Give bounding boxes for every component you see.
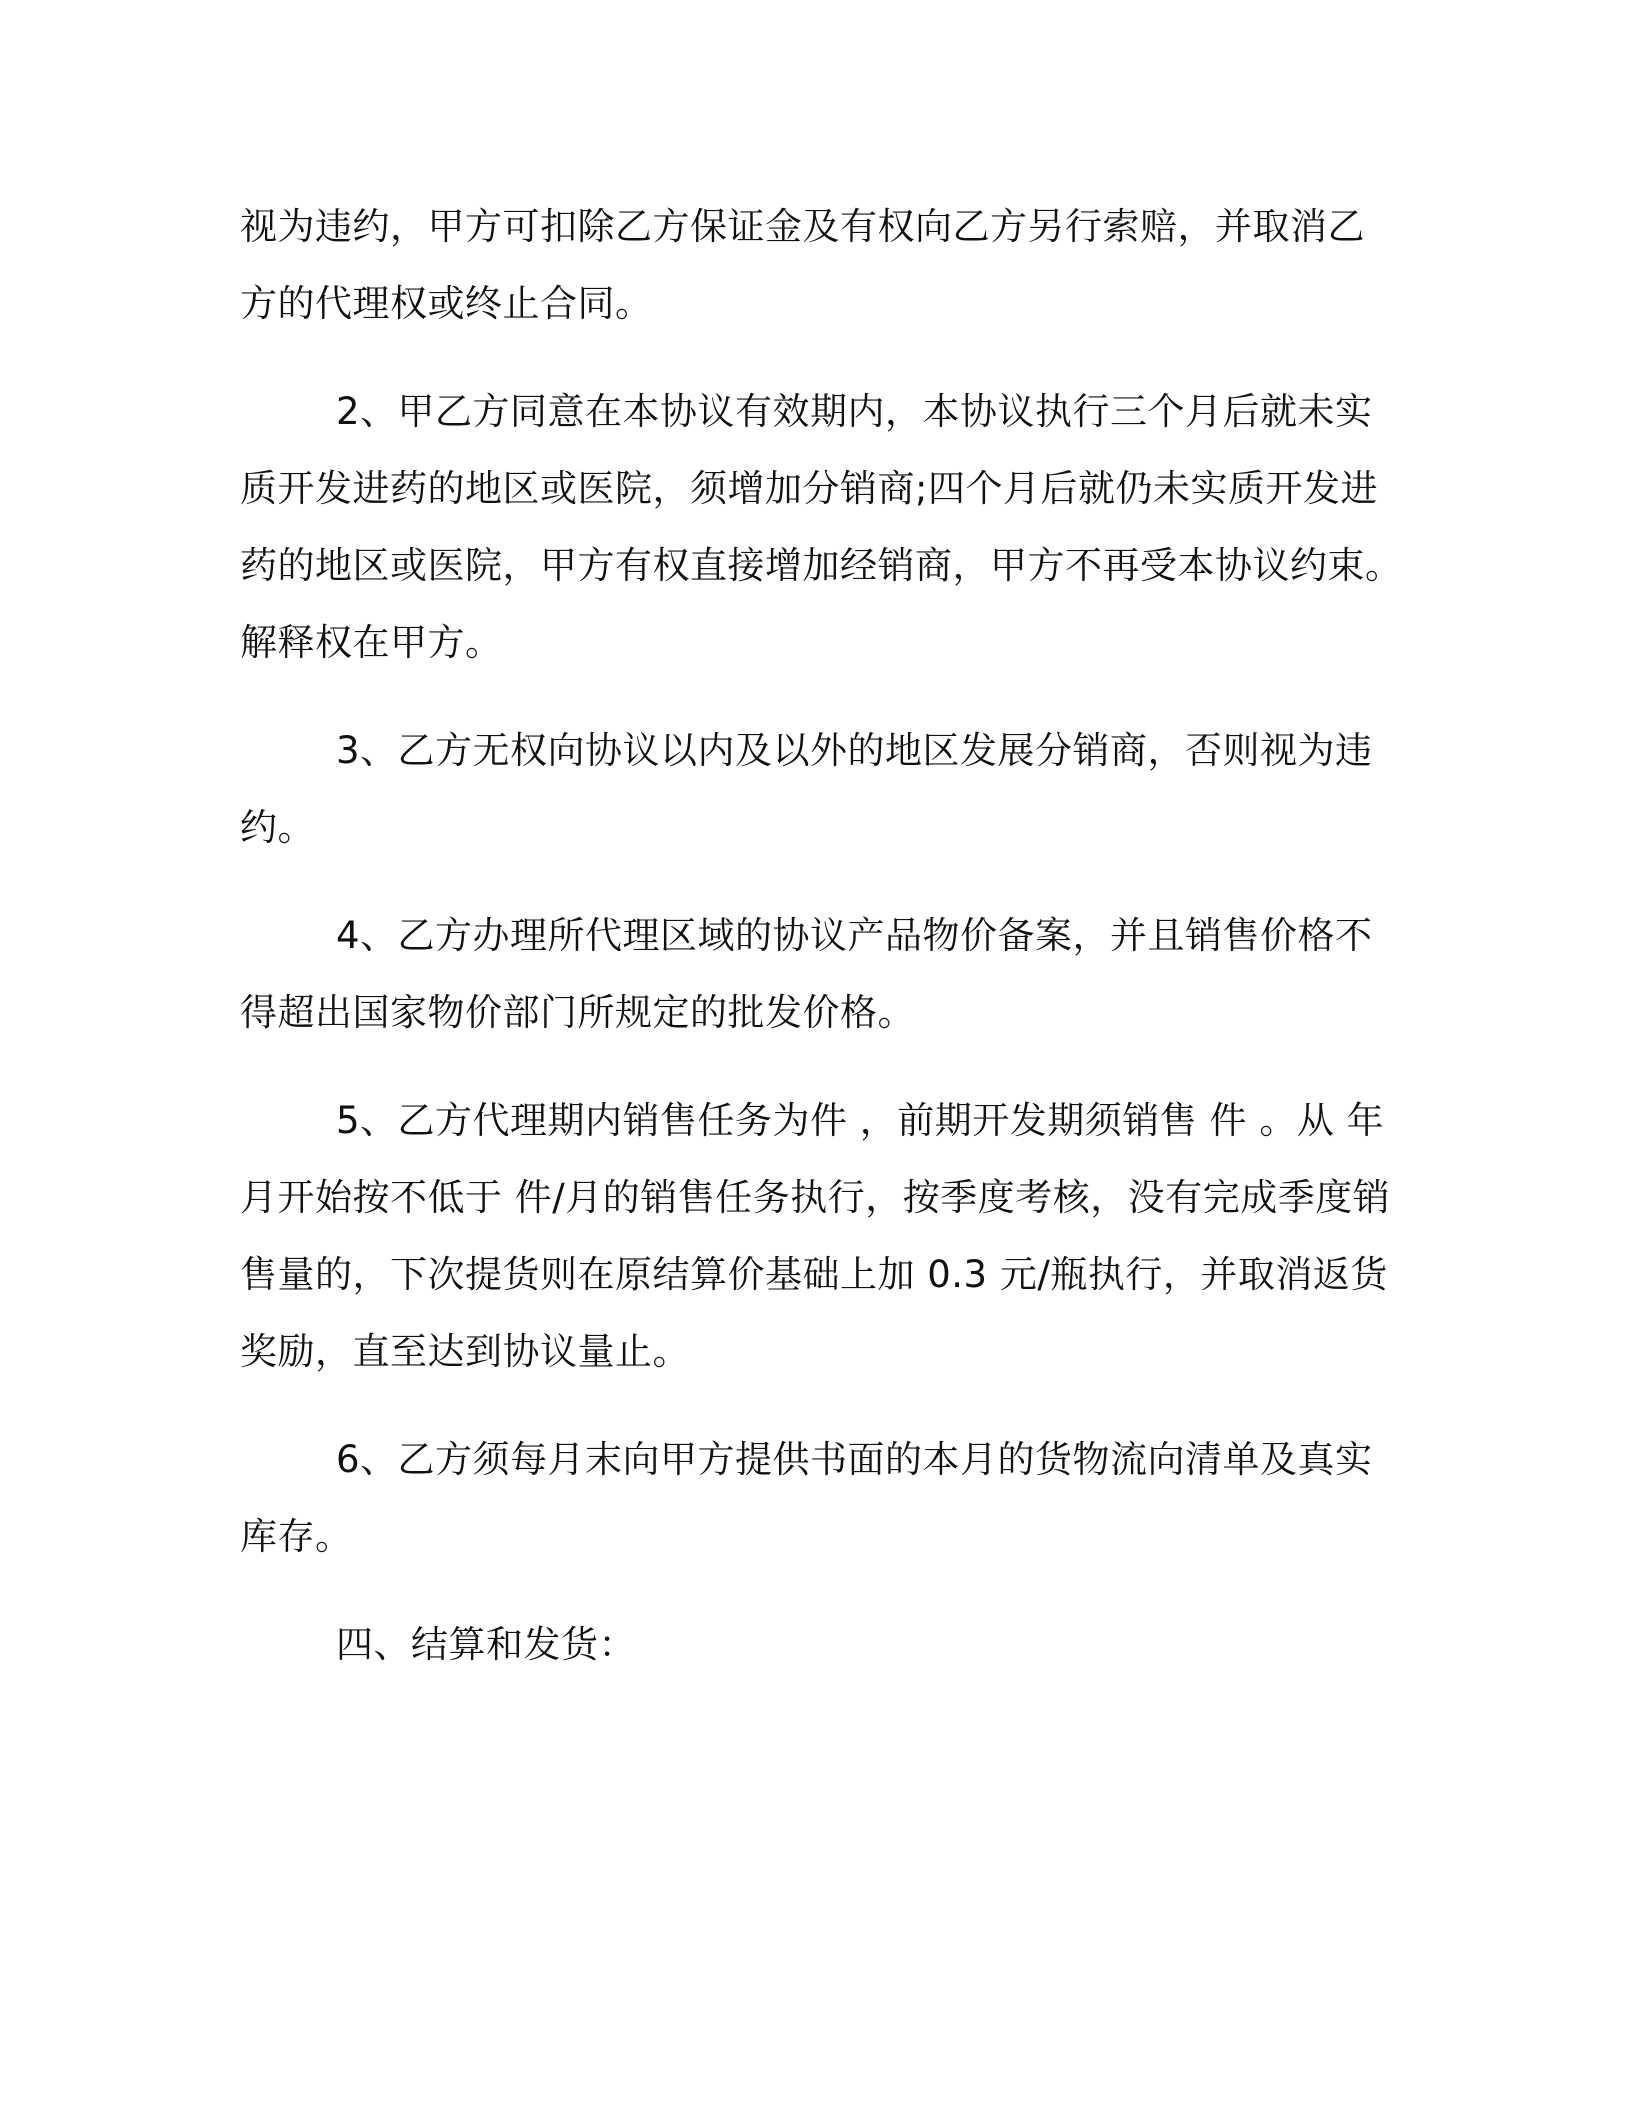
- section-heading: [240, 1606, 1390, 1683]
- text-line: 解释权在甲方。: [240, 621, 503, 664]
- paragraph-continuation: [240, 188, 1390, 342]
- text-line: 质开发进药的地区或医院，须增加分销商;四个月后就仍未实质开发进: [240, 467, 1378, 510]
- text-line: 6、乙方须每月末向甲方提供书面的本月的货物流向清单及真实: [336, 1438, 1373, 1481]
- text-line: 库存。: [240, 1515, 353, 1558]
- heading-text: 四、结算和发货：: [336, 1623, 636, 1666]
- document-body: [240, 188, 1403, 1683]
- text-line: 视为违约，甲方可扣除乙方保证金及有权向乙方另行索赔，并取消乙: [240, 205, 1365, 248]
- text-line: 药的地区或医院，甲方有权直接增加经销商，甲方不再受本协议约束。: [240, 544, 1403, 587]
- text-line: 售量的，下次提货则在原结算价基础上加 0.3 元/瓶执行，并取消返货: [240, 1253, 1388, 1296]
- paragraph-item-2: [240, 373, 1403, 681]
- text-line: 奖励，直至达到协议量止。: [240, 1330, 690, 1373]
- text-line: 得超出国家物价部门所规定的批发价格。: [240, 991, 915, 1034]
- paragraph-item-4: [240, 897, 1390, 1051]
- text-line: 方的代理权或终止合同。: [240, 282, 653, 325]
- paragraph-item-3: [240, 712, 1390, 866]
- paragraph-item-6: [240, 1421, 1390, 1575]
- text-line: 3、乙方无权向协议以内及以外的地区发展分销商，否则视为违: [336, 729, 1373, 772]
- text-line: 4、乙方办理所代理区域的协议产品物价备案，并且销售价格不: [336, 914, 1373, 957]
- text-line: 2、甲乙方同意在本协议有效期内，本协议执行三个月后就未实: [336, 390, 1373, 433]
- paragraph-item-5: [240, 1082, 1390, 1390]
- text-line: 5、乙方代理期内销售任务为件 ，前期开发期须销售 件 。从 年: [336, 1099, 1385, 1142]
- text-line: 月开始按不低于 件/月的销售任务执行，按季度考核，没有完成季度销: [240, 1176, 1391, 1219]
- text-line: 约。: [240, 806, 315, 849]
